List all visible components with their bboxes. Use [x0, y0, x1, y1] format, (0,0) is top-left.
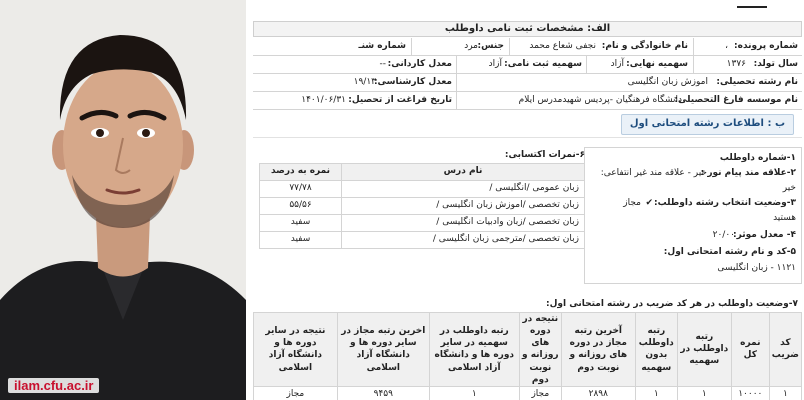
course-name: زبان عمومی /انگلیسی /	[342, 181, 585, 198]
cell-last-allowed-rank-daily: ۲۸۹۸	[561, 386, 635, 400]
divider	[509, 38, 510, 55]
birth-year-label: سال تولد:	[753, 59, 798, 69]
col-quota-rank: رتبه داوطلب در سهمیه	[677, 313, 731, 387]
col-last-allowed-rank-other: اخرین رتبه مجاز در سایر دوره ها و دانشگاه آزاد اسلامی	[337, 313, 429, 387]
selection-status-cont: هستید	[773, 213, 796, 223]
minimize-icon	[737, 6, 767, 8]
col-quota-rank-other: رتبه داوطلب در سهمیه در سایر دوره ها و دانشگاه آزاد اسلامی	[429, 313, 519, 387]
exam-field-code-value: ۱۱۲۱ - زبان انگلیسی	[717, 263, 796, 273]
course-name: زبان تخصصی /اموزش زبان انگلیسی /	[342, 198, 585, 215]
course-grade: سفید	[260, 215, 342, 232]
exam-field-info	[584, 147, 802, 284]
col-coefficient-code: کد ضریب	[769, 313, 801, 387]
non-profit-value: خیر	[782, 183, 796, 193]
grades-title: ۶-نمرات اکتسابی:	[504, 150, 585, 160]
cell-rank-without-quota: ۱	[635, 386, 677, 400]
col-grade: نمره به درصد	[260, 164, 342, 181]
cell-quota-rank-other: ۱	[429, 386, 519, 400]
final-quota-value: آزاد	[610, 59, 624, 69]
course-grade: ۷۷/۷۸	[260, 181, 342, 198]
payam-noor-label: ۲-علاقه مند پیام نور :	[700, 168, 796, 178]
course-grade: سفید	[260, 232, 342, 249]
institute-value: دانشگاه فرهنگیان -پردیس شهیدمدرس ایلام	[518, 95, 682, 105]
table-row	[260, 181, 585, 198]
table-row	[260, 215, 585, 232]
candidate-status	[253, 296, 802, 400]
course-name: زبان تخصصی /زبان وادبیات انگلیسی /	[342, 215, 585, 232]
status-table	[253, 312, 802, 400]
course-name: زبان تخصصی /مترجمی زبان انگلیسی /	[342, 232, 585, 249]
divider	[253, 137, 802, 138]
effective-gpa-label: ۴- معدل موثر:	[733, 230, 796, 240]
cell-last-allowed-rank-other: ۹۴۵۹	[337, 386, 429, 400]
registration-info	[253, 38, 802, 110]
table-row	[260, 198, 585, 215]
payam-noor-value: خیر - علاقه مند غیر انتفاعی:	[600, 168, 707, 178]
registered-quota-value: آزاد	[488, 59, 502, 69]
gender-value: مرد	[464, 41, 478, 51]
graduation-date-value: ۱۴۰۱/۰۶/۳۱	[301, 95, 346, 105]
info-row-2	[253, 56, 802, 74]
divider	[693, 56, 694, 73]
status-title: ۷-وضعیت داوطلب در هر کد ضریب در رشته امتحانی اول:	[546, 299, 798, 309]
col-result-daily: نتیجه در دوره های روزانه و نوبت دوم	[519, 313, 561, 387]
final-quota-label: سهمیه نهایی:	[626, 59, 688, 69]
name-value: نجفی شعاع محمد	[529, 41, 596, 51]
divider	[456, 74, 457, 91]
birth-year-value: ۱۳۷۶	[726, 59, 746, 69]
graduation-date-label: تاریخ فراغت از تحصیل:	[348, 95, 452, 105]
id-number-label: شماره شنـ	[358, 41, 406, 51]
info-row-4	[253, 92, 802, 110]
acquired-grades	[259, 147, 585, 249]
bachelor-gpa-label: معدل کارشناسی:	[373, 77, 452, 87]
table-row	[260, 232, 585, 249]
associate-gpa-value: --	[379, 59, 386, 69]
info-row-1	[253, 38, 802, 56]
effective-gpa-value: ۲۰/۰۰	[712, 230, 735, 240]
cell-result-daily: مجاز	[519, 386, 561, 400]
col-result-other: نتیجه در سایر دوره ها و دانشگاه آزاد اسلامی	[254, 313, 338, 387]
course-grade: ۵۵/۵۶	[260, 198, 342, 215]
col-total-score: نمره کل	[731, 313, 769, 387]
cell-result-other: مجاز	[254, 386, 338, 400]
selection-status-value: مجاز	[623, 198, 641, 208]
divider	[586, 56, 587, 73]
divider	[456, 92, 457, 109]
file-no-label: شماره پرونده:	[734, 41, 798, 51]
cell-total-score: ۱۰۰۰۰	[731, 386, 769, 400]
exam-field-code-label: ۵-کد و نام رشته امتحانی اول:	[663, 247, 796, 257]
associate-gpa-label: معدل کاردانی:	[387, 59, 452, 69]
candidate-number-label: ۱-شماره داوطلب	[719, 153, 796, 163]
divider	[693, 38, 694, 55]
institute-label: نام موسسه فارغ التحصیلی:	[674, 95, 798, 105]
gender-label: جنس:	[477, 41, 504, 51]
table-row	[254, 386, 802, 400]
portrait-illustration	[0, 0, 246, 400]
selection-status-label: ۳-وضعیت انتخاب رشته داوطلب:	[654, 198, 796, 208]
cell-quota-rank: ۱	[677, 386, 731, 400]
result-document	[253, 0, 802, 400]
check-icon: ✔	[645, 198, 653, 208]
name-label: نام خانوادگی و نام:	[601, 41, 688, 51]
info-row-3	[253, 74, 802, 92]
watermark-url: ilam.cfu.ac.ir	[8, 378, 99, 393]
section-a-title: الف: مشخصات ثبت نامی داوطلب	[253, 21, 802, 37]
file-no-value: ،	[725, 41, 728, 51]
bachelor-gpa-value: ۱۹/۱۳	[353, 77, 376, 87]
cell-coefficient-code: ۱	[769, 386, 801, 400]
col-rank-without-quota: رتبه داوطلب بدون سهمیه	[635, 313, 677, 387]
divider	[411, 38, 412, 55]
section-b-title: ب : اطلاعات رشته امتحانی اول	[621, 114, 794, 135]
grades-table	[259, 163, 585, 249]
col-last-allowed-rank-daily: آخرین رتبه مجاز در دوره های روزانه و نوبت دوم	[561, 313, 635, 387]
field-of-study-value: اموزش زبان انگلیسی	[627, 77, 708, 87]
applicant-photo	[0, 0, 246, 400]
field-of-study-label: نام رشته تحصیلی:	[716, 77, 798, 87]
col-course: نام درس	[342, 164, 585, 181]
divider	[456, 56, 457, 73]
registered-quota-label: سهمیه ثبت نامی:	[504, 59, 582, 69]
